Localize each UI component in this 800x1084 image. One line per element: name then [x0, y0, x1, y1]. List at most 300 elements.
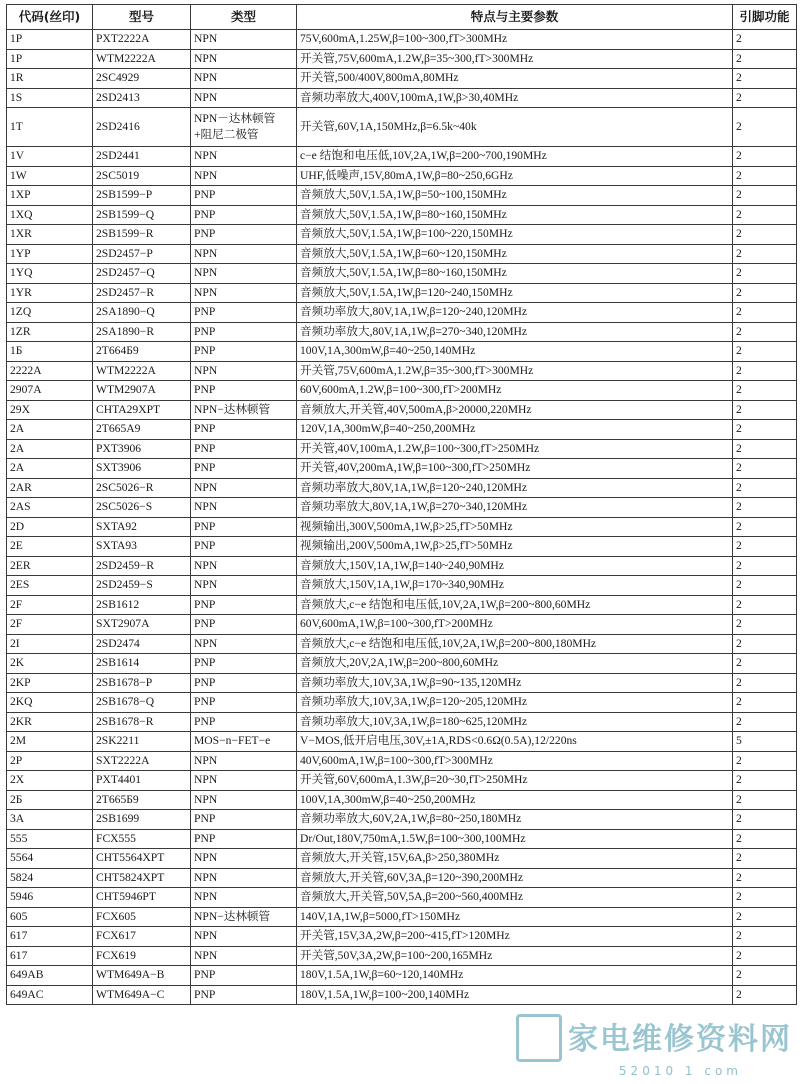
cell-code: 2M	[7, 732, 93, 752]
cell-spec: 180V,1.5A,1W,β=100~200,140MHz	[297, 985, 733, 1005]
table-row	[7, 654, 797, 674]
header-code: 代码(丝印)	[7, 5, 93, 30]
cell-code: 1T	[7, 108, 93, 147]
cell-code: 2F	[7, 595, 93, 615]
cell-type: NPN－达林顿管+阻尼二极管	[191, 108, 297, 147]
cell-type: PNP	[191, 459, 297, 479]
cell-model: 2SK2211	[93, 732, 191, 752]
cell-code: 2AS	[7, 498, 93, 518]
table-row	[7, 615, 797, 635]
cell-code: 1P	[7, 49, 93, 69]
cell-type: PNP	[191, 439, 297, 459]
cell-spec: 音频功率放大,80V,1A,1W,β=270~340,120MHz	[297, 322, 733, 342]
cell-spec: 40V,600mA,1W,β=100~300,fT>300MHz	[297, 751, 733, 771]
cell-pins: 2	[733, 537, 797, 557]
cell-code: 1YP	[7, 244, 93, 264]
cell-pins: 2	[733, 283, 797, 303]
cell-spec: 视频输出,200V,500mA,1W,β>25,fT>50MHz	[297, 537, 733, 557]
cell-type: NPN	[191, 147, 297, 167]
cell-type: NPN	[191, 868, 297, 888]
cell-spec: 180V,1.5A,1W,β=60~120,140MHz	[297, 966, 733, 986]
cell-type: NPN	[191, 283, 297, 303]
cell-spec: 音频放大,50V,1.5A,1W,β=50~100,150MHz	[297, 186, 733, 206]
cell-code: 1ZQ	[7, 303, 93, 323]
cell-model: FCX619	[93, 946, 191, 966]
cell-pins: 2	[733, 361, 797, 381]
cell-code: 5824	[7, 868, 93, 888]
cell-spec: 60V,600mA,1W,β=100~300,fT>200MHz	[297, 615, 733, 635]
cell-pins: 2	[733, 771, 797, 791]
cell-model: FCX605	[93, 907, 191, 927]
cell-pins: 2	[733, 985, 797, 1005]
cell-model: PXT4401	[93, 771, 191, 791]
table-row	[7, 537, 797, 557]
table-row	[7, 888, 797, 908]
cell-type: PNP	[191, 595, 297, 615]
cell-spec: 音频功率放大,80V,1A,1W,β=120~240,120MHz	[297, 303, 733, 323]
cell-model: 2T665Б9	[93, 790, 191, 810]
cell-code: 2KP	[7, 673, 93, 693]
cell-pins: 2	[733, 322, 797, 342]
cell-code: 1YQ	[7, 264, 93, 284]
cell-type: PNP	[191, 966, 297, 986]
table-row	[7, 186, 797, 206]
cell-model: 2SD2457−R	[93, 283, 191, 303]
table-row	[7, 283, 797, 303]
table-row	[7, 634, 797, 654]
parts-table-sheet	[6, 4, 796, 1005]
cell-model: 2SD2459−S	[93, 576, 191, 596]
cell-code: 1R	[7, 69, 93, 89]
cell-model: 2SB1599−P	[93, 186, 191, 206]
table-row	[7, 49, 797, 69]
cell-pins: 2	[733, 186, 797, 206]
cell-code: 2I	[7, 634, 93, 654]
table-row	[7, 517, 797, 537]
cell-model: 2SD2457−Q	[93, 264, 191, 284]
cell-spec: 100V,1A,300mW,β=40~250,200MHz	[297, 790, 733, 810]
cell-spec: 140V,1A,1W,β=5000,fT>150MHz	[297, 907, 733, 927]
cell-type: NPN	[191, 849, 297, 869]
cell-type: NPN	[191, 946, 297, 966]
table-header-row	[7, 5, 797, 30]
cell-model: WTM2907A	[93, 381, 191, 401]
table-row	[7, 225, 797, 245]
cell-model: 2SC5026−R	[93, 478, 191, 498]
cell-type: MOS−n−FET−e	[191, 732, 297, 752]
cell-code: 649AB	[7, 966, 93, 986]
cell-type: PNP	[191, 712, 297, 732]
cell-spec: 音频放大,c−e 结饱和电压低,10V,2A,1W,β=200~800,180MHz	[297, 634, 733, 654]
cell-type: PNP	[191, 303, 297, 323]
cell-type: NPN−达林顿管	[191, 907, 297, 927]
cell-model: CHTA29XPT	[93, 400, 191, 420]
cell-spec: 音频功率放大,10V,3A,1W,β=180~625,120MHz	[297, 712, 733, 732]
cell-pins: 2	[733, 88, 797, 108]
cell-type: NPN	[191, 244, 297, 264]
table-row	[7, 810, 797, 830]
watermark-site-name: 家电维修资料网	[568, 1022, 792, 1057]
cell-type: PNP	[191, 420, 297, 440]
cell-spec: 120V,1A,300mW,β=40~250,200MHz	[297, 420, 733, 440]
cell-code: 29X	[7, 400, 93, 420]
cell-code: 2D	[7, 517, 93, 537]
table-row	[7, 966, 797, 986]
watermark-logo-icon	[516, 1014, 562, 1062]
watermark-url: 52010 1 com	[618, 1064, 742, 1078]
table-row	[7, 30, 797, 50]
table-row	[7, 927, 797, 947]
cell-type: PNP	[191, 517, 297, 537]
cell-code: 2907A	[7, 381, 93, 401]
cell-code: 1YR	[7, 283, 93, 303]
cell-code: 1XR	[7, 225, 93, 245]
header-spec: 特点与主要参数	[297, 5, 733, 30]
cell-code: 2Б	[7, 790, 93, 810]
cell-code: 2K	[7, 654, 93, 674]
cell-model: 2SB1612	[93, 595, 191, 615]
cell-spec: 音频放大,150V,1A,1W,β=170~340,90MHz	[297, 576, 733, 596]
cell-model: FCX617	[93, 927, 191, 947]
cell-pins: 2	[733, 49, 797, 69]
cell-model: WTM649A−B	[93, 966, 191, 986]
table-row	[7, 946, 797, 966]
table-row	[7, 790, 797, 810]
cell-code: 605	[7, 907, 93, 927]
cell-pins: 2	[733, 829, 797, 849]
cell-code: 1P	[7, 30, 93, 50]
cell-model: FCX555	[93, 829, 191, 849]
table-row	[7, 342, 797, 362]
cell-model: 2SA1890−R	[93, 322, 191, 342]
cell-code: 1ZR	[7, 322, 93, 342]
cell-type: NPN	[191, 498, 297, 518]
cell-type: PNP	[191, 654, 297, 674]
transistor-marking-table	[6, 4, 797, 1005]
cell-pins: 2	[733, 166, 797, 186]
cell-spec: 音频放大,开关管,60V,3A,β=120~390,200MHz	[297, 868, 733, 888]
table-row	[7, 361, 797, 381]
cell-model: 2SD2441	[93, 147, 191, 167]
cell-type: NPN	[191, 361, 297, 381]
cell-model: 2SD2416	[93, 108, 191, 147]
cell-type: NPN	[191, 888, 297, 908]
cell-pins: 2	[733, 498, 797, 518]
cell-code: 617	[7, 927, 93, 947]
table-row	[7, 595, 797, 615]
table-row	[7, 829, 797, 849]
table-row	[7, 303, 797, 323]
cell-code: 1S	[7, 88, 93, 108]
cell-pins: 2	[733, 478, 797, 498]
cell-spec: 开关管,60V,600mA,1.3W,β=20~30,fT>250MHz	[297, 771, 733, 791]
cell-pins: 2	[733, 147, 797, 167]
table-row	[7, 556, 797, 576]
cell-model: SXTA93	[93, 537, 191, 557]
cell-type: NPN	[191, 264, 297, 284]
cell-spec: 音频放大,开关管,50V,5A,β=200~560,400MHz	[297, 888, 733, 908]
cell-type: PNP	[191, 673, 297, 693]
cell-spec: 开关管,40V,200mA,1W,β=100~300,fT>250MHz	[297, 459, 733, 479]
table-row	[7, 576, 797, 596]
table-row	[7, 244, 797, 264]
cell-code: 2222A	[7, 361, 93, 381]
cell-type: NPN	[191, 771, 297, 791]
cell-pins: 2	[733, 108, 797, 147]
cell-pins: 2	[733, 576, 797, 596]
cell-model: WTM2222A	[93, 361, 191, 381]
cell-code: 2P	[7, 751, 93, 771]
cell-code: 2F	[7, 615, 93, 635]
cell-spec: 开关管,75V,600mA,1.2W,β=35~300,fT>300MHz	[297, 49, 733, 69]
cell-type: PNP	[191, 186, 297, 206]
cell-spec: 开关管,60V,1A,150MHz,β=6.5k~40k	[297, 108, 733, 147]
cell-spec: Dr/Out,180V,750mA,1.5W,β=100~300,100MHz	[297, 829, 733, 849]
cell-type: NPN	[191, 30, 297, 50]
table-row	[7, 459, 797, 479]
table-row	[7, 439, 797, 459]
cell-spec: V−MOS,低开启电压,30V,±1A,RDS<0.6Ω(0.5A),12/220ns	[297, 732, 733, 752]
cell-type: PNP	[191, 615, 297, 635]
cell-pins: 2	[733, 654, 797, 674]
cell-type: PNP	[191, 322, 297, 342]
table-body	[7, 30, 797, 1005]
cell-code: 2A	[7, 420, 93, 440]
cell-code: 2ER	[7, 556, 93, 576]
table-row	[7, 400, 797, 420]
table-row	[7, 264, 797, 284]
table-row	[7, 322, 797, 342]
cell-spec: 音频放大,20V,2A,1W,β=200~800,60MHz	[297, 654, 733, 674]
cell-model: 2SD2459−R	[93, 556, 191, 576]
cell-model: 2SB1678−Q	[93, 693, 191, 713]
cell-model: 2SB1678−P	[93, 673, 191, 693]
cell-code: 2KR	[7, 712, 93, 732]
cell-pins: 2	[733, 556, 797, 576]
cell-code: 2AR	[7, 478, 93, 498]
cell-model: 2SB1599−R	[93, 225, 191, 245]
cell-model: SXT3906	[93, 459, 191, 479]
cell-pins: 2	[733, 712, 797, 732]
cell-spec: 音频放大,开关管,15V,6A,β>250,380MHz	[297, 849, 733, 869]
cell-model: 2SC4929	[93, 69, 191, 89]
cell-type: NPN	[191, 634, 297, 654]
cell-model: CHT5824XPT	[93, 868, 191, 888]
table-row	[7, 985, 797, 1005]
cell-spec: 开关管,75V,600mA,1.2W,β=35~300,fT>300MHz	[297, 361, 733, 381]
header-pins: 引脚功能	[733, 5, 797, 30]
cell-type: PNP	[191, 829, 297, 849]
cell-pins: 2	[733, 888, 797, 908]
cell-code: 617	[7, 946, 93, 966]
cell-code: 2ES	[7, 576, 93, 596]
cell-type: NPN−达林顿管	[191, 400, 297, 420]
cell-pins: 2	[733, 693, 797, 713]
cell-pins: 2	[733, 927, 797, 947]
cell-code: 2A	[7, 459, 93, 479]
cell-pins: 2	[733, 225, 797, 245]
cell-type: NPN	[191, 478, 297, 498]
table-row	[7, 849, 797, 869]
cell-model: 2SD2413	[93, 88, 191, 108]
cell-code: 3A	[7, 810, 93, 830]
cell-code: 1Б	[7, 342, 93, 362]
table-row	[7, 498, 797, 518]
cell-pins: 2	[733, 517, 797, 537]
table-row	[7, 693, 797, 713]
cell-type: PNP	[191, 693, 297, 713]
cell-pins: 2	[733, 439, 797, 459]
cell-spec: 音频功率放大,60V,2A,1W,β=80~250,180MHz	[297, 810, 733, 830]
cell-type: PNP	[191, 225, 297, 245]
cell-spec: UHF,低噪声,15V,80mA,1W,β=80~250,6GHz	[297, 166, 733, 186]
cell-pins: 2	[733, 595, 797, 615]
cell-code: 1W	[7, 166, 93, 186]
cell-model: WTM649A−C	[93, 985, 191, 1005]
cell-spec: 音频放大,50V,1.5A,1W,β=120~240,150MHz	[297, 283, 733, 303]
cell-model: 2SC5026−S	[93, 498, 191, 518]
table-row	[7, 478, 797, 498]
cell-pins: 2	[733, 342, 797, 362]
cell-type: NPN	[191, 166, 297, 186]
cell-pins: 2	[733, 673, 797, 693]
cell-spec: 开关管,40V,100mA,1.2W,β=100~300,fT>250MHz	[297, 439, 733, 459]
cell-spec: 音频放大,c−e 结饱和电压低,10V,2A,1W,β=200~800,60MHz	[297, 595, 733, 615]
table-row	[7, 108, 797, 147]
cell-pins: 2	[733, 30, 797, 50]
cell-model: SXT2907A	[93, 615, 191, 635]
cell-model: CHT5564XPT	[93, 849, 191, 869]
cell-type: NPN	[191, 49, 297, 69]
cell-pins: 2	[733, 420, 797, 440]
cell-spec: 音频放大,50V,1.5A,1W,β=100~220,150MHz	[297, 225, 733, 245]
cell-code: 2A	[7, 439, 93, 459]
cell-code: 2E	[7, 537, 93, 557]
header-model: 型号	[93, 5, 191, 30]
cell-spec: 音频放大,50V,1.5A,1W,β=60~120,150MHz	[297, 244, 733, 264]
cell-model: 2T665A9	[93, 420, 191, 440]
cell-pins: 2	[733, 459, 797, 479]
cell-pins: 2	[733, 751, 797, 771]
table-row	[7, 420, 797, 440]
cell-pins: 2	[733, 615, 797, 635]
cell-pins: 2	[733, 907, 797, 927]
cell-model: 2SB1614	[93, 654, 191, 674]
cell-pins: 2	[733, 946, 797, 966]
cell-pins: 2	[733, 849, 797, 869]
cell-pins: 2	[733, 966, 797, 986]
cell-pins: 2	[733, 634, 797, 654]
table-row	[7, 732, 797, 752]
cell-spec: 开关管,15V,3A,2W,β=200~415,fT>120MHz	[297, 927, 733, 947]
cell-model: 2SB1678−R	[93, 712, 191, 732]
cell-pins: 2	[733, 868, 797, 888]
cell-code: 1XP	[7, 186, 93, 206]
cell-model: 2SD2457−P	[93, 244, 191, 264]
cell-pins: 2	[733, 264, 797, 284]
cell-pins: 2	[733, 244, 797, 264]
cell-spec: 音频功率放大,10V,3A,1W,β=90~135,120MHz	[297, 673, 733, 693]
cell-spec: 音频功率放大,10V,3A,1W,β=120~205,120MHz	[297, 693, 733, 713]
cell-spec: 音频放大,150V,1A,1W,β=140~240,90MHz	[297, 556, 733, 576]
cell-type: NPN	[191, 751, 297, 771]
cell-spec: c−e 结饱和电压低,10V,2A,1W,β=200~700,190MHz	[297, 147, 733, 167]
table-row	[7, 88, 797, 108]
cell-spec: 75V,600mA,1.25W,β=100~300,fT>300MHz	[297, 30, 733, 50]
cell-model: 2SB1699	[93, 810, 191, 830]
cell-type: NPN	[191, 576, 297, 596]
cell-code: 5564	[7, 849, 93, 869]
cell-model: PXT3906	[93, 439, 191, 459]
table-row	[7, 751, 797, 771]
table-row	[7, 205, 797, 225]
table-row	[7, 381, 797, 401]
cell-pins: 2	[733, 205, 797, 225]
cell-spec: 音频放大,开关管,40V,500mA,β>20000,220MHz	[297, 400, 733, 420]
cell-type: NPN	[191, 69, 297, 89]
cell-type: NPN	[191, 790, 297, 810]
cell-pins: 2	[733, 303, 797, 323]
table-row	[7, 771, 797, 791]
cell-code: 2X	[7, 771, 93, 791]
cell-type: NPN	[191, 88, 297, 108]
cell-spec: 开关管,50V,3A,2W,β=100~200,165MHz	[297, 946, 733, 966]
cell-model: 2SB1599−Q	[93, 205, 191, 225]
cell-pins: 2	[733, 790, 797, 810]
cell-pins: 2	[733, 381, 797, 401]
cell-type: PNP	[191, 985, 297, 1005]
cell-type: PNP	[191, 381, 297, 401]
table-row	[7, 69, 797, 89]
cell-spec: 音频功率放大,80V,1A,1W,β=270~340,120MHz	[297, 498, 733, 518]
cell-code: 555	[7, 829, 93, 849]
table-row	[7, 147, 797, 167]
table-row	[7, 166, 797, 186]
cell-model: 2SC5019	[93, 166, 191, 186]
table-row	[7, 673, 797, 693]
cell-type: PNP	[191, 810, 297, 830]
cell-model: CHT5946PT	[93, 888, 191, 908]
table-row	[7, 868, 797, 888]
cell-model: 2SA1890−Q	[93, 303, 191, 323]
cell-code: 5946	[7, 888, 93, 908]
cell-spec: 音频放大,50V,1.5A,1W,β=80~160,150MHz	[297, 205, 733, 225]
cell-model: WTM2222A	[93, 49, 191, 69]
cell-model: 2SD2474	[93, 634, 191, 654]
cell-pins: 5	[733, 732, 797, 752]
cell-spec: 开关管,500/400V,800mA,80MHz	[297, 69, 733, 89]
cell-model: SXT2222A	[93, 751, 191, 771]
table-row	[7, 907, 797, 927]
cell-pins: 2	[733, 400, 797, 420]
cell-pins: 2	[733, 810, 797, 830]
cell-model: 2T664Б9	[93, 342, 191, 362]
cell-spec: 音频功率放大,80V,1A,1W,β=120~240,120MHz	[297, 478, 733, 498]
cell-type: NPN	[191, 556, 297, 576]
cell-type: PNP	[191, 537, 297, 557]
cell-type: PNP	[191, 342, 297, 362]
cell-code: 1V	[7, 147, 93, 167]
header-type: 类型	[191, 5, 297, 30]
cell-spec: 60V,600mA,1.2W,β=100~300,fT>200MHz	[297, 381, 733, 401]
table-row	[7, 712, 797, 732]
cell-model: SXTA92	[93, 517, 191, 537]
cell-code: 1XQ	[7, 205, 93, 225]
cell-spec: 音频放大,50V,1.5A,1W,β=80~160,150MHz	[297, 264, 733, 284]
cell-code: 2KQ	[7, 693, 93, 713]
cell-code: 649AC	[7, 985, 93, 1005]
cell-spec: 视频输出,300V,500mA,1W,β>25,fT>50MHz	[297, 517, 733, 537]
